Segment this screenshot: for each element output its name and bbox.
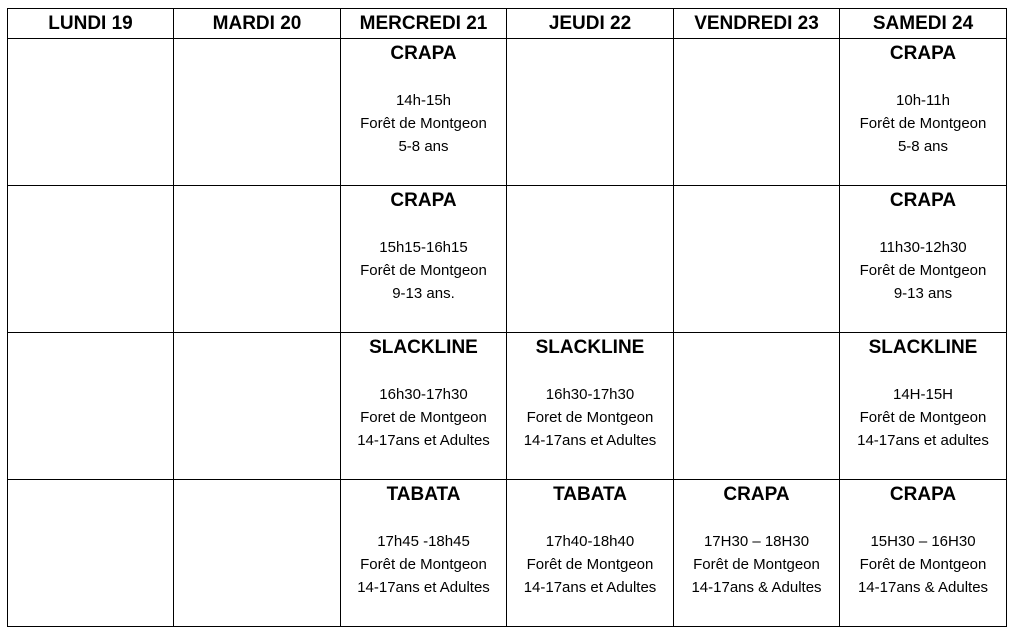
activity-title: CRAPA: [390, 190, 457, 211]
empty-cell: [507, 39, 674, 186]
activity-cell: [840, 39, 1007, 186]
empty-cell: [8, 186, 174, 333]
activity-title: SLACKLINE: [868, 337, 978, 358]
activity-time: 14H-15H: [892, 386, 954, 403]
activity-cell: [674, 480, 840, 627]
schedule-row: [8, 480, 1007, 627]
activity-time: 15h15-16h15: [379, 239, 468, 256]
empty-cell: [674, 186, 840, 333]
activity-time: 17H30 – 18H30: [703, 533, 810, 550]
activity-place: Forêt de Montgeon: [859, 556, 987, 573]
empty-cell: [174, 480, 341, 627]
activity-title: SLACKLINE: [535, 337, 645, 358]
activity-place: Forêt de Montgeon: [526, 556, 654, 573]
schedule-body: [8, 39, 1007, 627]
activity-audience: 9-13 ans: [893, 285, 953, 302]
day-header-tuesday: MARDI 20: [174, 9, 341, 39]
activity-place: Forêt de Montgeon: [859, 262, 987, 279]
activity-place: Foret de Montgeon: [526, 409, 654, 426]
activity-audience: 14-17ans et Adultes: [523, 579, 657, 596]
empty-cell: [507, 186, 674, 333]
activity-place: Forêt de Montgeon: [360, 262, 487, 279]
day-header-monday: LUNDI 19: [8, 9, 174, 39]
activity-audience: 14-17ans et adultes: [857, 432, 989, 449]
activity-time: 11h30-12h30: [879, 239, 967, 256]
activity-time: 16h30-17h30: [379, 386, 468, 403]
activity-cell: [840, 186, 1007, 333]
empty-cell: [174, 39, 341, 186]
activity-place: Forêt de Montgeon: [859, 409, 987, 426]
empty-cell: [8, 333, 174, 480]
activity-cell: [840, 333, 1007, 480]
activity-audience: 9-13 ans.: [392, 285, 455, 302]
activity-audience: 14-17ans & Adultes: [857, 579, 989, 596]
empty-cell: [8, 480, 174, 627]
activity-cell: [341, 186, 507, 333]
activity-audience: 14-17ans et Adultes: [357, 432, 490, 449]
activity-title: CRAPA: [390, 43, 457, 64]
activity-title: TABATA: [553, 484, 627, 505]
weekly-schedule-table: [7, 8, 1007, 627]
activity-cell: [341, 39, 507, 186]
activity-time: 14h-15h: [395, 92, 452, 109]
activity-audience: 14-17ans & Adultes: [691, 579, 822, 596]
schedule-row: [8, 333, 1007, 480]
activity-place: Forêt de Montgeon: [360, 556, 487, 573]
day-header-thursday: JEUDI 22: [507, 9, 674, 39]
activity-title: CRAPA: [889, 484, 957, 505]
activity-title: CRAPA: [723, 484, 790, 505]
activity-time: 17h45 -18h45: [377, 533, 470, 550]
activity-cell: [341, 480, 507, 627]
activity-place: Forêt de Montgeon: [693, 556, 820, 573]
schedule-row: [8, 39, 1007, 186]
activity-cell: [341, 333, 507, 480]
activity-title: TABATA: [386, 484, 461, 505]
activity-cell: [840, 480, 1007, 627]
activity-cell: [507, 333, 674, 480]
empty-cell: [174, 186, 341, 333]
activity-place: Foret de Montgeon: [360, 409, 487, 426]
empty-cell: [674, 39, 840, 186]
day-header-saturday: SAMEDI 24: [840, 9, 1007, 39]
activity-title: SLACKLINE: [369, 337, 478, 358]
activity-cell: [507, 480, 674, 627]
activity-time: 15H30 – 16H30: [870, 533, 976, 550]
activity-audience: 14-17ans et Adultes: [357, 579, 490, 596]
activity-audience: 14-17ans et Adultes: [523, 432, 657, 449]
activity-audience: 5-8 ans: [398, 138, 449, 155]
empty-cell: [674, 333, 840, 480]
empty-cell: [174, 333, 341, 480]
day-header-friday: VENDREDI 23: [674, 9, 840, 39]
schedule-row: [8, 186, 1007, 333]
header-row: [8, 9, 1007, 39]
activity-place: Forêt de Montgeon: [360, 115, 487, 132]
activity-place: Forêt de Montgeon: [859, 115, 987, 132]
activity-title: CRAPA: [889, 43, 957, 64]
day-header-wednesday: MERCREDI 21: [341, 9, 507, 39]
activity-time: 10h-11h: [896, 92, 950, 109]
activity-time: 17h40-18h40: [545, 533, 635, 550]
activity-time: 16h30-17h30: [545, 386, 635, 403]
activity-title: CRAPA: [889, 190, 957, 211]
activity-audience: 5-8 ans: [897, 138, 949, 155]
empty-cell: [8, 39, 174, 186]
